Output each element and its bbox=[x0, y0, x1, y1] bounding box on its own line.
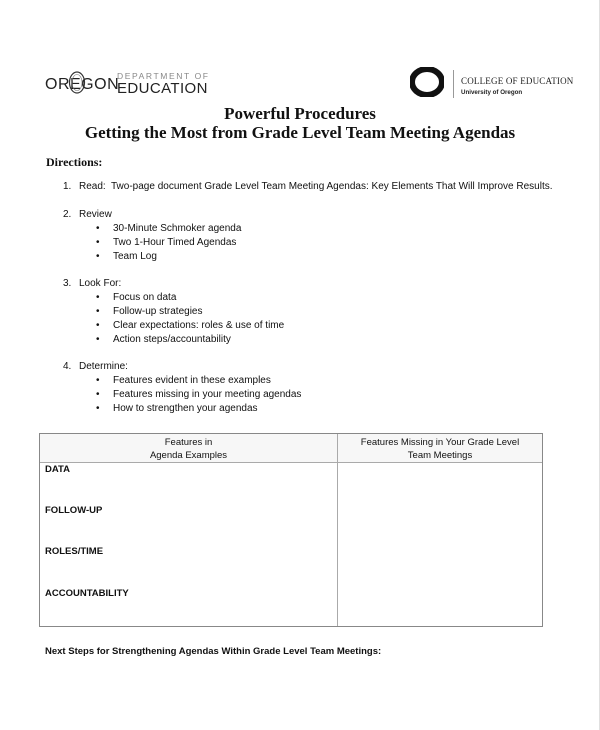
step-1-label: Read: bbox=[79, 181, 106, 192]
list-item: Two 1-Hour Timed Agendas bbox=[113, 237, 237, 248]
document-subtitle: Getting the Most from Grade Level Team Meeting Agendas bbox=[84, 123, 516, 142]
oregon-wordmark: OREGON bbox=[45, 76, 120, 93]
bullet-icon: • bbox=[96, 403, 100, 414]
table-row-data: DATA bbox=[45, 464, 70, 475]
step-2-number: 2. bbox=[63, 209, 72, 220]
step-3-label: Look For: bbox=[79, 278, 122, 289]
step-1-text: Two-page document Grade Level Team Meeting Agendas: Key Elements That Will Improve Results. bbox=[111, 181, 553, 192]
column-header-line: Team Meetings bbox=[407, 450, 473, 461]
dept-of-text: DEPARTMENT OF bbox=[117, 71, 210, 81]
list-item: Team Log bbox=[113, 251, 157, 262]
education-text: EDUCATION bbox=[117, 80, 208, 97]
step-3-number: 3. bbox=[63, 278, 72, 289]
column-header-line: Features in bbox=[164, 437, 213, 448]
bullet-icon: • bbox=[96, 292, 100, 303]
university-name: University of Oregon bbox=[461, 89, 523, 96]
step-2-label: Review bbox=[79, 209, 112, 220]
list-item: Follow-up strategies bbox=[113, 306, 203, 317]
next-steps-heading: Next Steps for Strengthening Agendas Within Grade Level Team Meetings: bbox=[45, 646, 382, 657]
uo-o-icon bbox=[410, 67, 444, 97]
column-header-line: Agenda Examples bbox=[149, 450, 228, 461]
table-row-roles-time: ROLES/TIME bbox=[45, 546, 104, 557]
table-column-divider bbox=[337, 434, 338, 626]
table-row-follow-up: FOLLOW-UP bbox=[45, 505, 103, 516]
bullet-icon: • bbox=[96, 237, 100, 248]
list-item: Clear expectations: roles & use of time bbox=[113, 320, 285, 331]
step-4-label: Determine: bbox=[79, 361, 128, 372]
step-4-number: 4. bbox=[63, 361, 72, 372]
bullet-icon: • bbox=[96, 223, 100, 234]
bullet-icon: • bbox=[96, 389, 100, 400]
list-item: Features evident in these examples bbox=[113, 375, 271, 386]
column-header-features-in bbox=[40, 436, 337, 462]
document-title: Powerful Procedures bbox=[224, 104, 376, 123]
list-item: Focus on data bbox=[113, 292, 177, 303]
step-1-number: 1. bbox=[63, 181, 72, 192]
directions-heading: Directions: bbox=[46, 155, 103, 169]
college-name: COLLEGE OF EDUCATION bbox=[461, 76, 574, 86]
column-header-line: Features Missing in Your Grade Level bbox=[360, 437, 520, 448]
list-item: Action steps/accountability bbox=[113, 334, 231, 345]
bullet-icon: • bbox=[96, 334, 100, 345]
list-item: How to strengthen your agendas bbox=[113, 403, 258, 414]
list-item: Features missing in your meeting agendas bbox=[113, 389, 302, 400]
oregon-seal-icon bbox=[68, 70, 86, 95]
bullet-icon: • bbox=[96, 251, 100, 262]
table-row-accountability: ACCOUNTABILITY bbox=[45, 588, 129, 599]
bullet-icon: • bbox=[96, 320, 100, 331]
list-item: 30-Minute Schmoker agenda bbox=[113, 223, 242, 234]
bullet-icon: • bbox=[96, 306, 100, 317]
column-header-features-missing bbox=[338, 436, 542, 462]
bullet-icon: • bbox=[96, 375, 100, 386]
features-table bbox=[39, 433, 543, 627]
logo-divider bbox=[453, 70, 454, 98]
